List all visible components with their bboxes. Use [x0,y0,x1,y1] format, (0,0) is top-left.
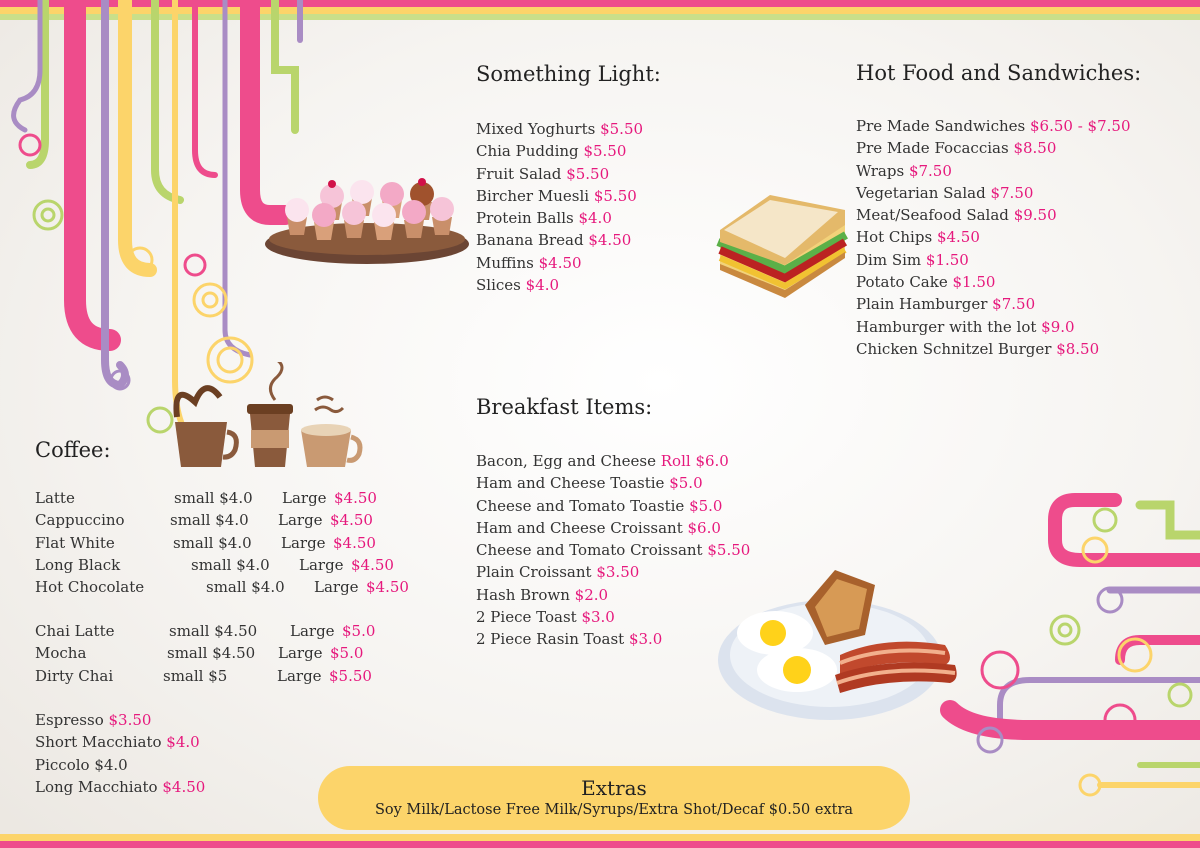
coffee-name: Long Macchiato [35,777,158,796]
item-name: Pre Made Sandwiches [856,117,1026,135]
coffee-cups-icon [165,362,365,472]
coffee-item [35,554,415,576]
extras-banner [318,766,910,830]
menu-item [476,584,750,606]
item-name: Hot Chips [856,228,933,247]
breakfast-title: Breakfast Items: [476,395,653,419]
item-name: Ham and Cheese Croissant [476,518,683,537]
coffee-item [35,576,415,598]
coffee-large-price: $5.50 [329,666,372,685]
coffee-name: Cappuccino [35,511,125,530]
breakfast-plate-icon [715,565,970,725]
item-price: $1.50 [952,273,996,292]
item-name: Wraps [856,161,905,180]
item-name: Cheese and Tomato Toastie [476,496,685,515]
item-price: $5.50 [593,186,637,205]
coffee-small-price: small $4.0 [206,578,285,597]
item-price: $4.50 [588,231,632,250]
menu-item [476,450,750,472]
coffee-large-label: Large [277,666,322,685]
menu-item [476,207,643,229]
item-price: $7.50 [990,183,1034,202]
coffee-price: $4.0 [166,733,200,752]
item-name: Fruit Salad [476,164,562,183]
menu-item [856,204,1131,226]
coffee-price: $3.50 [108,711,152,729]
coffee-small-price: small $4.0 [191,555,270,574]
item-price: $3.50 [596,563,640,582]
item-price: $5.50 [583,142,627,161]
item-price: $5.0 [689,496,723,515]
item-name: Hash Brown [476,585,570,604]
coffee-large-label: Large [299,555,344,574]
menu-item [476,472,750,494]
coffee-large-label: Large [278,511,323,530]
item-name: 2 Piece Rasin Toast [476,630,625,649]
menu-item [856,293,1131,315]
item-price: $9.50 [1013,206,1057,225]
menu-item [476,628,750,650]
sandwich-icon [710,180,850,300]
item-price: $7.50 [908,161,952,180]
item-price: $5.0 [669,474,703,493]
coffee-group-3 [35,709,205,798]
coffee-item [35,709,205,731]
item-price: $6.0 [687,518,721,537]
hot-food-title: Hot Food and Sandwiches: [856,61,1142,85]
coffee-large-label: Large [278,644,323,663]
coffee-large-price: $4.50 [330,511,373,530]
item-name: Dim Sim [856,250,922,269]
menu-item [476,561,750,583]
item-price: $5.50 [600,120,644,138]
item-price: $2.0 [574,585,609,604]
item-price: $4.50 [936,228,980,247]
item-name: Ham and Cheese Toastie [476,474,665,493]
item-price: $5.50 [707,541,751,560]
coffee-small-price: small $4.50 [169,622,258,640]
extras-text: Soy Milk/Lactose Free Milk/Syrups/Extra Shot/Decaf $0.50 extra [374,802,854,818]
item-price: $4.0 [525,276,560,295]
coffee-small-price: small $4.50 [167,644,256,663]
item-price: $4.50 [538,253,582,272]
menu-item [476,274,643,296]
menu-item [856,316,1131,338]
coffee-title: Coffee: [35,438,111,462]
coffee-price: $4.50 [162,777,206,796]
item-name: Pre Made Focaccias [856,139,1009,158]
menu-item [476,495,750,517]
item-price: $4.0 [578,209,612,228]
cupcakes-icon [262,172,472,267]
coffee-name: Flat White [35,533,115,552]
item-name: Meat/Seafood Salad [856,206,1009,225]
coffee-group-2 [35,620,415,687]
menu-item [856,226,1131,248]
menu-item [476,229,643,251]
item-name: Slices [476,276,521,295]
something-light-list [476,118,643,296]
coffee-name: Espresso [35,711,104,729]
menu-item [476,517,750,539]
item-name: Plain Hamburger [856,295,988,314]
coffee-small-price: small $4.0 [174,489,253,507]
item-price: $7.50 [992,295,1036,314]
bottom-stripe-yellow [0,834,1200,841]
coffee-group-1 [35,487,415,598]
menu-item [476,185,643,207]
menu-item [856,271,1131,293]
coffee-large-label: Large [281,533,326,552]
coffee-large-price: $5.0 [330,644,364,663]
coffee-name: Dirty Chai [35,666,114,685]
coffee-large-label: Large [290,622,335,640]
coffee-large-label: Large [282,489,327,507]
coffee-item [35,509,415,531]
item-price: $6.50 - $7.50 [1030,117,1131,135]
item-price: $9.0 [1041,317,1075,336]
coffee-name: Chai Latte [35,622,115,640]
item-price: $3.0 [581,608,615,627]
coffee-name: Long Black [35,555,121,574]
coffee-small-price: small $4.0 [170,511,249,530]
coffee-large-label: Large [314,578,359,597]
item-name: Mixed Yoghurts [476,120,596,138]
coffee-item [35,620,415,642]
menu-item [856,249,1131,271]
menu-item [856,160,1131,182]
something-light-title: Something Light: [476,62,661,86]
item-price: $8.50 [1013,139,1057,158]
coffee-item [35,532,415,554]
menu-item [476,118,643,140]
item-price: $8.50 [1056,339,1100,358]
item-name: Chicken Schnitzel Burger [856,339,1052,358]
item-price: $5.50 [566,164,610,183]
coffee-small-price: small $5 [163,666,228,685]
coffee-name: Short Macchiato [35,733,162,752]
coffee-large-price: $4.50 [366,578,409,597]
item-name: Hamburger with the lot [856,317,1037,336]
coffee-large-price: $4.50 [334,489,377,507]
item-name: Bircher Muesli [476,186,590,205]
bottom-stripe-pink [0,841,1200,848]
menu-item [856,338,1131,360]
item-name: Plain Croissant [476,563,592,582]
menu-item [476,539,750,561]
item-name: Protein Balls [476,209,574,228]
coffee-small-price: small $4.0 [173,533,252,552]
coffee-item [35,487,415,509]
breakfast-list [476,450,750,651]
menu-item [476,140,643,162]
item-price: $3.0 [628,630,663,649]
coffee-name: Hot Chocolate [35,578,145,597]
item-name: Chia Pudding [476,142,579,161]
coffee-item [35,665,415,687]
item-name: Cheese and Tomato Croissant [476,541,703,560]
item-name: Bacon, Egg and Cheese [476,452,656,470]
item-name: Vegetarian Salad [856,183,986,202]
coffee-item [35,642,415,664]
coffee-large-price: $4.50 [333,533,376,552]
coffee-name: Piccolo $4.0 [35,755,128,774]
coffee-large-price: $5.0 [342,622,376,640]
item-name: Potato Cake [856,273,948,292]
item-name: 2 Piece Toast [476,608,577,627]
menu-item [856,182,1131,204]
hot-food-list [856,115,1131,360]
coffee-name: Mocha [35,644,87,663]
item-price: Roll $6.0 [660,452,729,470]
menu-item [856,115,1131,137]
menu-item [476,163,643,185]
item-price: $1.50 [925,250,969,269]
menu-item [856,137,1131,159]
coffee-name: Latte [35,489,75,507]
coffee-item [35,731,205,753]
extras-title: Extras [581,776,647,800]
menu-item [476,606,750,628]
menu-item [476,252,643,274]
coffee-large-price: $4.50 [351,555,394,574]
item-name: Muffins [476,253,534,272]
coffee-item [35,754,205,776]
item-name: Banana Bread [476,231,584,250]
coffee-item [35,776,205,798]
